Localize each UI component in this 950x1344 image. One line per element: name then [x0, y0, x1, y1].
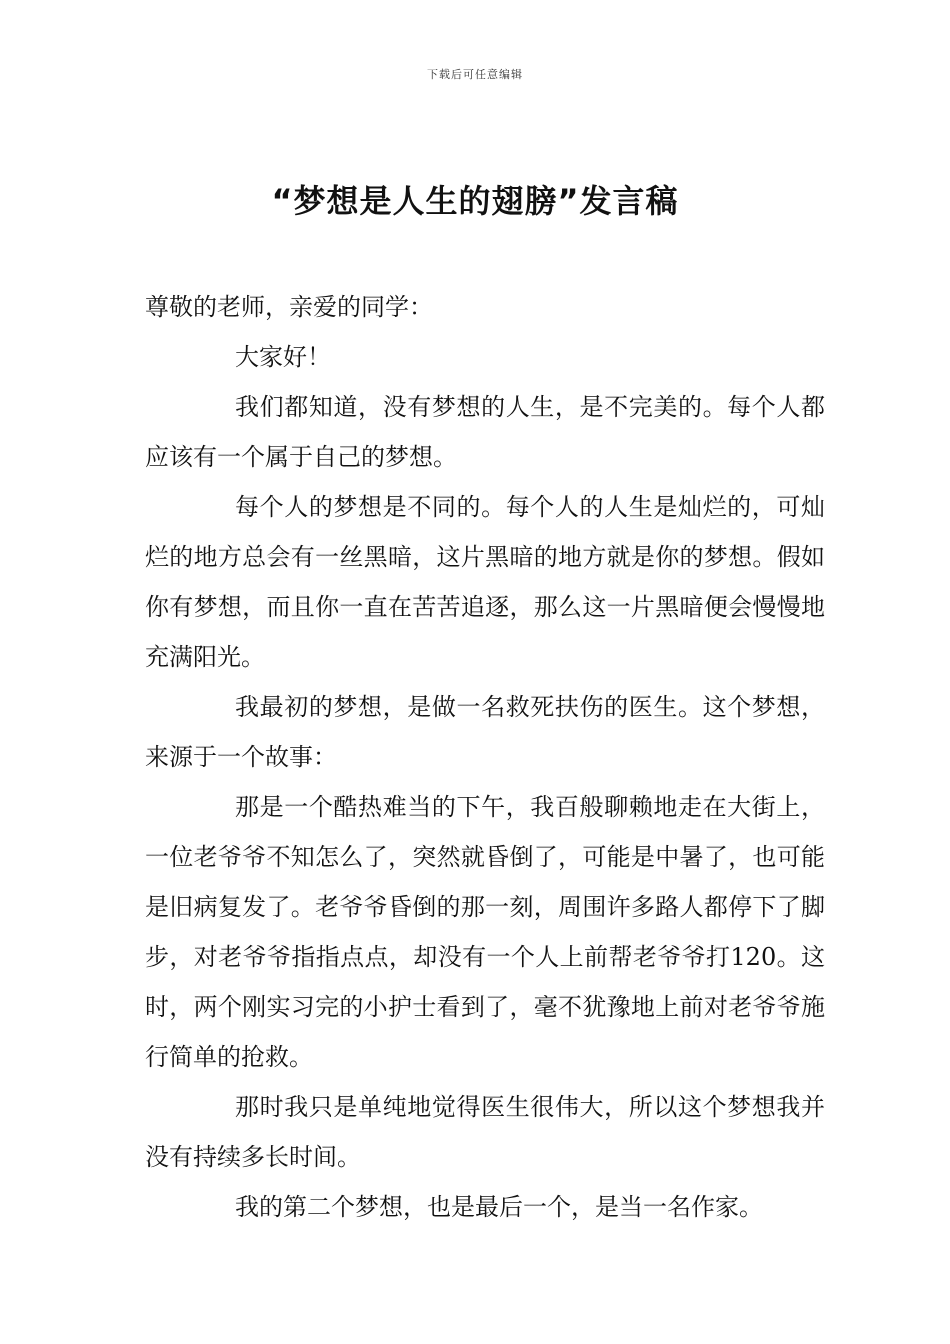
- paragraph: 我们都知道，没有梦想的人生，是不完美的。每个人都应该有一个属于自己的梦想。: [145, 393, 825, 471]
- page-header-note: 下载后可任意编辑: [427, 68, 523, 81]
- document-body: [145, 282, 825, 1232]
- document-title: “梦想是人生的翅膀”发言稿: [271, 182, 679, 220]
- paragraph: 每个人的梦想是不同的。每个人的人生是灿烂的，可灿烂的地方总会有一丝黑暗，这片黑暗的地方就是你的梦想。假如你有梦想，而且你一直在苦苦追逐，那么这一片黑暗便会慢慢地充满阳光。: [145, 493, 825, 671]
- paragraph-greeting: 大家好！: [235, 343, 331, 371]
- salutation: 尊敬的老师，亲爱的同学：: [145, 293, 433, 321]
- paragraph: 我最初的梦想，是做一名救死扶伤的医生。这个梦想，来源于一个故事：: [145, 693, 825, 771]
- paragraph: 我的第二个梦想，也是最后一个，是当一名作家。: [235, 1193, 763, 1221]
- paragraph: 那时我只是单纯地觉得医生很伟大，所以这个梦想我并没有持续多长时间。: [145, 1093, 825, 1171]
- paragraph: 那是一个酷热难当的下午，我百般聊赖地走在大街上，一位老爷爷不知怎么了，突然就昏倒了，可能是中暑了，也可能是旧病复发了。老爷爷昏倒的那一刻，周围许多路人都停下了脚步，对老爷爷指指点点，却没有一个人上前帮老爷爷打120。这时，两个刚实习完的小护士看到了，毫不犹豫地上前对老爷爷施行简单的抢救。: [145, 793, 825, 1071]
